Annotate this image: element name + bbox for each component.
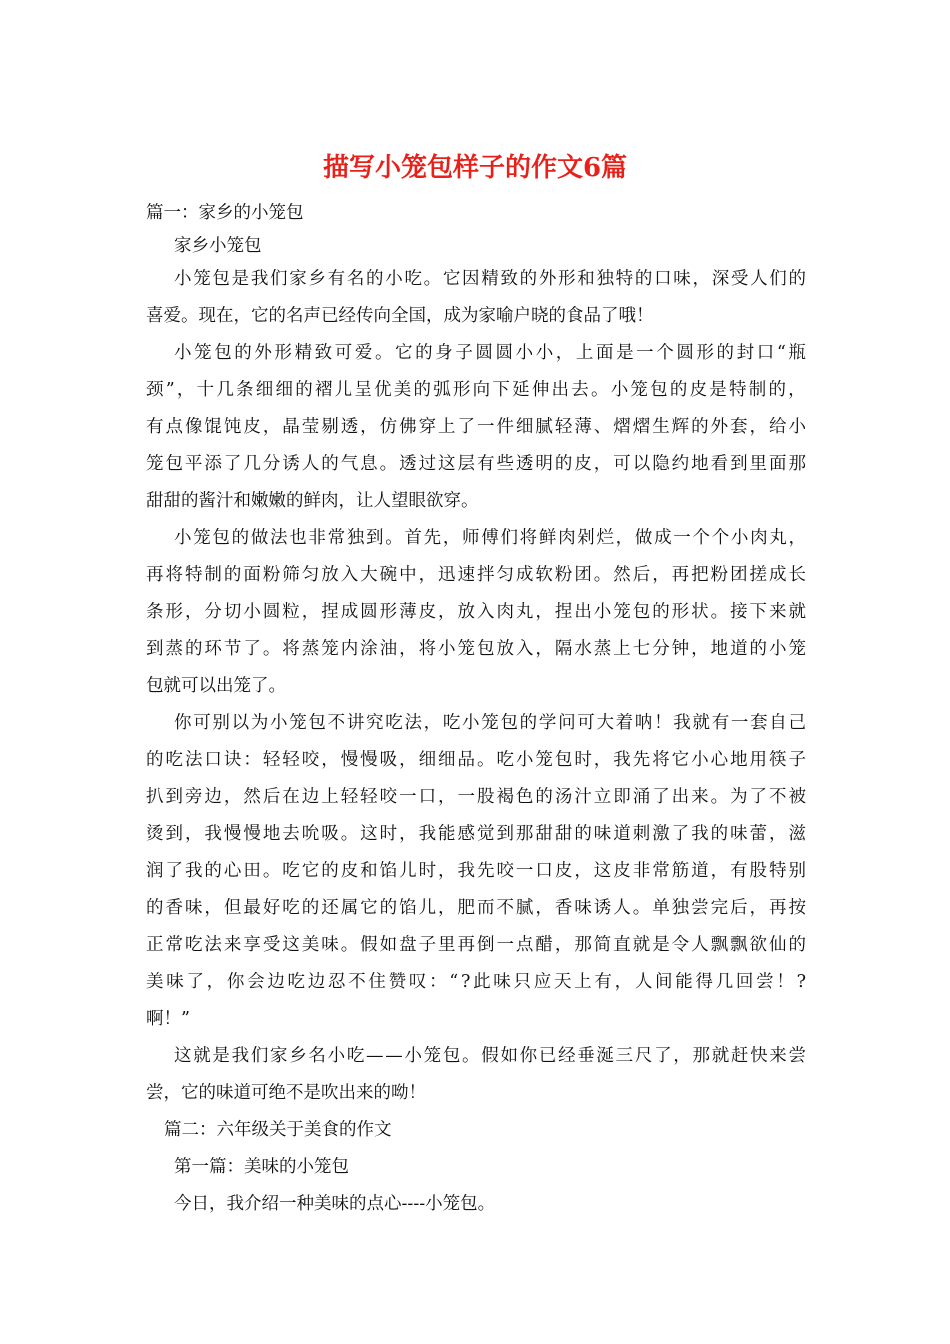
paragraph-line: 今日，我介绍一种美味的点心----小笼包。 [174,1194,496,1214]
paragraph-line: 小 笼 包 是 我 们 家 乡 有 名 的 小 吃 。 它 因 精 致 的 外 形 和 独 特 的 口 味 ， 深 受 人 们 的 [174,269,806,289]
document-title: 描写小笼包样子的作文6篇 [322,153,628,183]
paragraph-line: 有 点 像 馄 饨 皮 ， 晶 莹 剔 透 ， 仿 佛 穿 上 了 一 件 细 腻 轻 薄 、 熠 熠 生 辉 的 外 套 ， 给 小 [146,417,806,437]
paragraph-line: 甜甜的酱汁和嫩嫩的鲜肉，让人望眼欲穿。 [146,491,479,511]
paragraph-line: 小 笼 包 的 做 法 也 非 常 独 到 。 首 先 ， 师 傅 们 将 鲜 肉 剁 烂 ， 做 成 一 个 个 小 肉 丸 ， [174,528,806,548]
paragraph-line: 美 味 了 ， 你 会 边 吃 边 忍 不 住 赞 叹 ： “ ? 此 味 只 应 天 上 有 ， 人 间 能 得 几 回 尝 ！ ? [146,972,806,992]
paragraph-line: 你 可 别 以 为 小 笼 包 不 讲 究 吃 法 ， 吃 小 笼 包 的 学 问 可 大 着 呐 ！ 我 就 有 一 套 自 己 [174,713,806,733]
paragraph-line: 颈 ” ， 十 几 条 细 细 的 褶 儿 呈 优 美 的 弧 形 向 下 延 伸 出 去 。 小 笼 包 的 皮 是 特 制 的 ， [146,380,806,400]
paragraph-line: 的 吃 法 口 诀 ： 轻 轻 咬 ， 慢 慢 吸 ， 细 细 品 。 吃 小 笼 包 时 ， 我 先 将 它 小 心 地 用 筷 子 [146,750,806,770]
section-heading: 篇一：家乡的小笼包 [146,203,304,223]
paragraph-line: 正 常 吃 法 来 享 受 这 美 味 。 假 如 盘 子 里 再 倒 一 点 醋 ， 那 简 直 就 是 令 人 飘 飘 欲 仙 的 [146,935,806,955]
paragraph-line: 扒 到 旁 边 ， 然 后 在 边 上 轻 轻 咬 一 口 ， 一 股 褐 色 的 汤 汁 立 即 涌 了 出 来 。 为 了 不 被 [146,787,806,807]
section-heading: 篇二：六年级关于美食的作文 [164,1120,392,1140]
paragraph-line: 润 了 我 的 心 田 。 吃 它 的 皮 和 馅 儿 时 ， 我 先 咬 一 口 皮 ， 这 皮 非 常 筋 道 ， 有 股 特 别 [146,861,806,881]
subsection-heading: 第一篇：美味的小笼包 [174,1157,349,1177]
essay-title: 家乡小笼包 [174,236,262,256]
paragraph-line: 再 将 特 制 的 面 粉 筛 匀 放 入 大 碗 中 ， 迅 速 拌 匀 成 软 粉 团 。 然 后 ， 再 把 粉 团 搓 成 长 [146,565,806,585]
paragraph-line: 笼 包 平 添 了 几 分 诱 人 的 气 息 。 透 过 这 层 有 些 透 明 的 皮 ， 可 以 隐 约 地 看 到 里 面 那 [146,454,806,474]
paragraph-line: 的 香 味 ， 但 最 好 吃 的 还 属 它 的 馅 儿 ， 肥 而 不 腻 ， 香 味 诱 人 。 单 独 尝 完 后 ， 再 按 [146,898,806,918]
paragraph-line: 啊！” [146,1009,190,1029]
paragraph-line: 喜爱。现在，它的名声已经传向全国，成为家喻户晓的食品了哦！ [146,306,654,326]
paragraph-line: 包就可以出笼了。 [146,676,286,696]
paragraph-line: 条 形 ， 分 切 小 圆 粒 ， 捏 成 圆 形 薄 皮 ， 放 入 肉 丸 ， 捏 出 小 笼 包 的 形 状 。 接 下 来 就 [146,602,806,622]
paragraph-line: 这 就 是 我 们 家 乡 名 小 吃 — — 小 笼 包 。 假 如 你 已 经 垂 涎 三 尺 了 ， 那 就 赶 快 来 尝 [174,1046,806,1066]
paragraph-line: 烫 到 ， 我 慢 慢 地 去 吮 吸 。 这 时 ， 我 能 感 觉 到 那 甜 甜 的 味 道 刺 激 了 我 的 味 蕾 ， 滋 [146,824,806,844]
paragraph-line: 到 蒸 的 环 节 了 。 将 蒸 笼 内 涂 油 ， 将 小 笼 包 放 入 ， 隔 水 蒸 上 七 分 钟 ， 地 道 的 小 笼 [146,639,806,659]
paragraph-line: 尝，它的味道可绝不是吹出来的呦！ [146,1083,426,1103]
paragraph-line: 小 笼 包 的 外 形 精 致 可 爱 。 它 的 身 子 圆 圆 小 小 ， 上 面 是 一 个 圆 形 的 封 口 “ 瓶 [174,343,806,363]
